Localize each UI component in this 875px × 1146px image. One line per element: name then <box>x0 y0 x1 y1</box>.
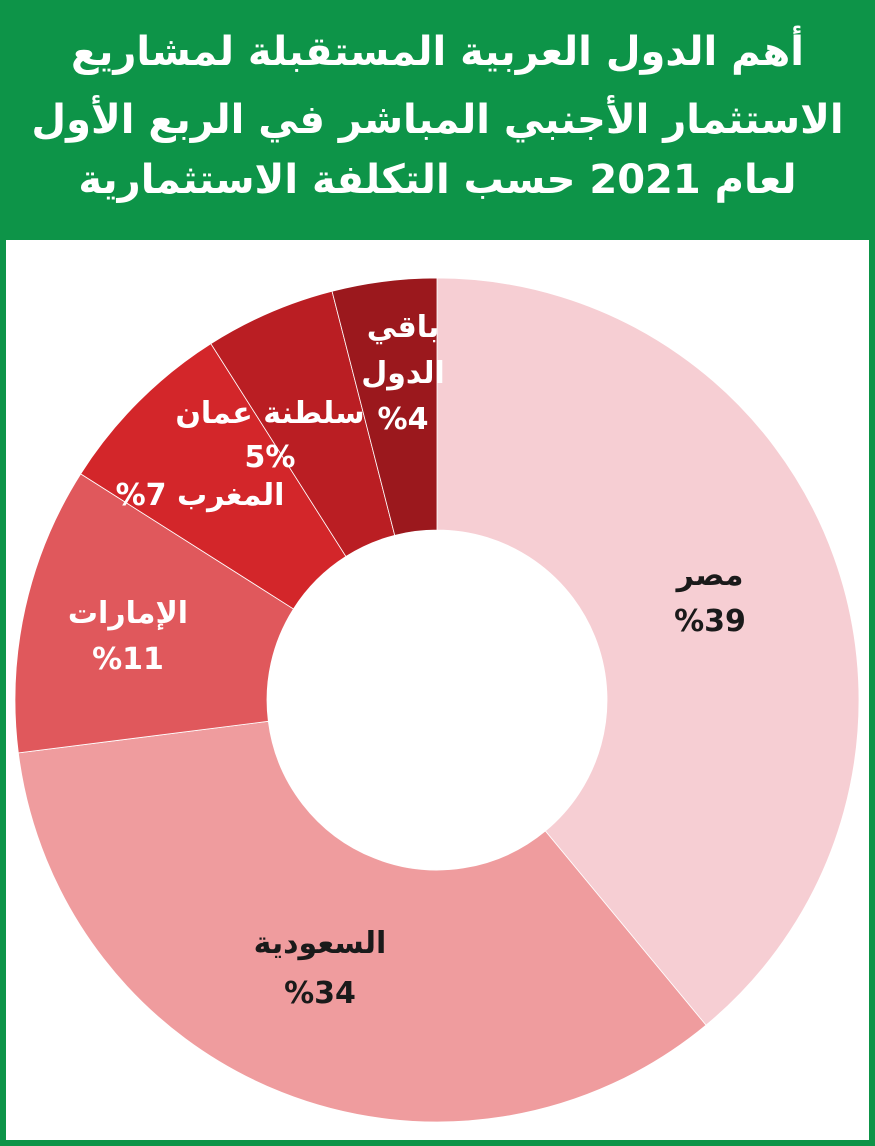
slice-label-line: سلطنة عمان <box>175 396 365 431</box>
title-line-3: لعام 2021 حسب التكلفة الاستثمارية <box>78 157 797 203</box>
slice-label-line: %39 <box>674 604 746 639</box>
slice-label-line: 5% <box>244 440 296 475</box>
slice-label-line: %4 <box>377 402 429 437</box>
slice-label-line: مصر <box>676 558 744 593</box>
slice-label-line: %11 <box>92 642 164 677</box>
slice-label-line: الإمارات <box>67 596 189 631</box>
title-line-1: أهم الدول العربية المستقبلة لمشاريع <box>71 29 804 75</box>
slice-label-line: %34 <box>284 976 356 1011</box>
donut-chart <box>0 240 875 1146</box>
slice-label-line: السعودية <box>253 926 387 961</box>
slice-label-3 <box>116 478 285 513</box>
slice-label-line: المغرب 7% <box>115 478 285 513</box>
title-header <box>0 0 875 240</box>
title-line-2: الاستثمار الأجنبي المباشر في الربع الأول <box>31 97 844 143</box>
slice-label-line: الدول <box>361 356 445 391</box>
slice-label-line: باقي <box>366 310 440 345</box>
